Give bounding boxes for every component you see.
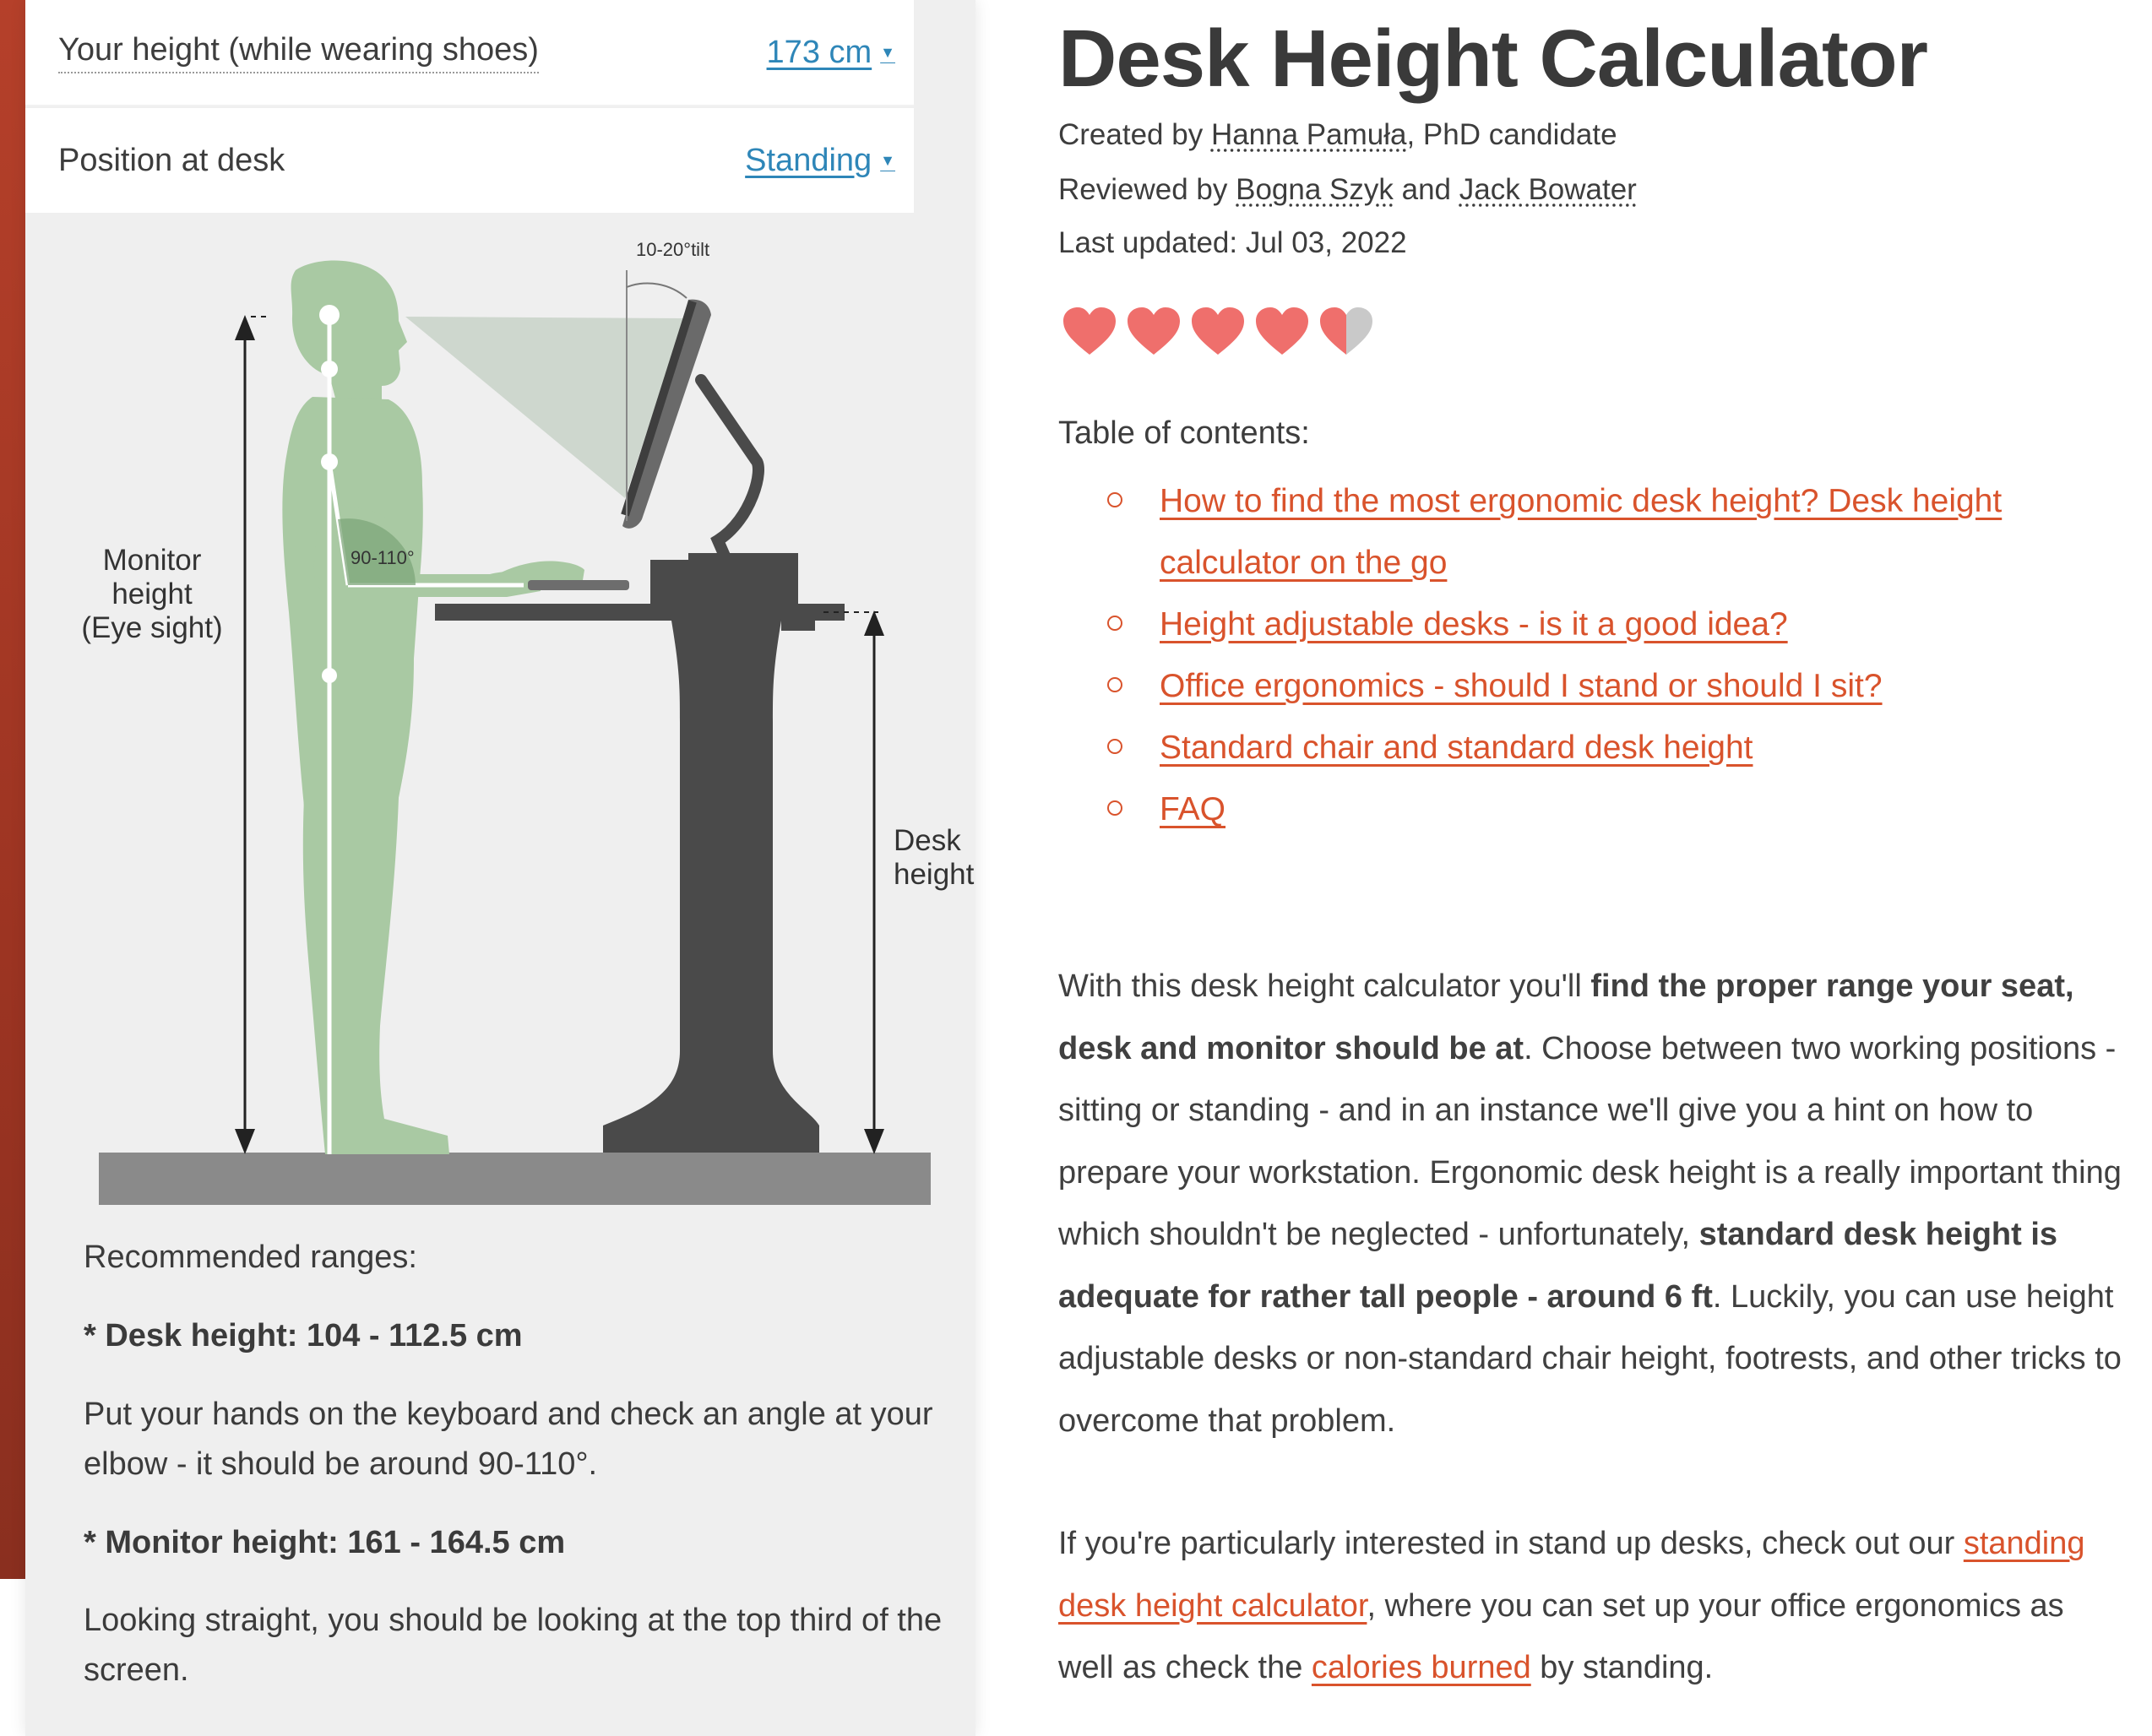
toc-title: Table of contents: (1058, 415, 1310, 451)
bullet-icon (1107, 492, 1122, 507)
chevron-down-icon[interactable]: ▼ (880, 151, 895, 169)
desk-height-label-line2: height (894, 858, 975, 891)
bullet-icon (1107, 677, 1122, 692)
desk-height-tip: Put your hands on the keyboard and check an angle at your elbow - it should be around 90-110°. (84, 1396, 933, 1482)
tilt-label: 10-20°tilt (636, 239, 710, 260)
bullet-icon (1107, 616, 1122, 631)
author-link[interactable]: Hanna Pamuła (1210, 118, 1407, 151)
intro-text: . Choose between two working positions - sitting or standing - and in an instance we'll give you a hint on how to prepare your workstation. Ergonomic desk height is a really important thing which shouldn't be neglected - unfortunately, (1058, 1030, 2122, 1252)
monitor-height-label-line2: height (111, 578, 193, 610)
standing-desk-calculator-link[interactable]: standing desk height calculator (1058, 1526, 2085, 1624)
intro-paragraph (1058, 956, 2122, 1452)
toc-link[interactable]: Height adjustable desks - is it a good idea? (1160, 606, 1788, 643)
heart-icon[interactable] (1126, 306, 1182, 358)
created-prefix: Created by (1058, 118, 1211, 151)
page-title: Desk Height Calculator (1058, 14, 1927, 104)
position-label: Position at desk (58, 142, 285, 178)
toc-item (1058, 778, 2097, 840)
desk-ergonomics-diagram (51, 215, 975, 1199)
last-updated: Last updated: Jul 03, 2022 (1058, 226, 1407, 259)
toc-item (1058, 470, 2097, 594)
results-section (84, 1233, 962, 1724)
bullet-icon (1107, 739, 1122, 754)
heart-icon[interactable] (1062, 306, 1117, 358)
reviewer-link[interactable]: Jack Bowater (1459, 173, 1637, 206)
intro-text: With this desk height calculator you'll (1058, 968, 1591, 1004)
rating-hearts[interactable] (1062, 306, 1374, 358)
bullet-icon (1107, 800, 1122, 816)
heart-icon[interactable] (1318, 306, 1374, 358)
toc-link[interactable]: Office ergonomics - should I stand or should I sit? (1160, 668, 1883, 704)
monitor-height-result: * Monitor height: 161 - 164.5 cm (84, 1524, 566, 1560)
toc-item (1058, 655, 2097, 717)
intro-text: . Luckily, you can use height adjustable desks or non-standard chair height, footrests, and other tricks to overcome that problem. (1058, 1278, 2122, 1439)
tilt-arc (627, 283, 687, 298)
intro-bold-text: standard desk height is adequate for rather tall people - around 6 ft (1058, 1217, 2058, 1315)
floor (99, 1153, 931, 1205)
monitor-height-label-line3: (Eye sight) (81, 611, 223, 644)
height-value[interactable]: 173 cm (766, 34, 872, 70)
height-label: Your height (while wearing shoes) (58, 32, 539, 73)
standing-desk-paragraph (1058, 1513, 2122, 1700)
position-select[interactable] (745, 143, 895, 179)
toc-item (1058, 594, 2097, 655)
chevron-down-icon[interactable]: ▼ (880, 43, 895, 61)
background-strip (0, 0, 29, 1579)
standing-desk (435, 560, 845, 1153)
calories-burned-link[interactable]: calories burned (1311, 1650, 1531, 1685)
paragraph-text: , where you can set up your office ergonomics as well as check the (1058, 1587, 2064, 1685)
paragraph-text: by standing. (1530, 1650, 1714, 1685)
toc-link[interactable]: FAQ (1160, 791, 1226, 827)
toc-link[interactable]: How to find the most ergonomic desk height? Desk height calculator on the go (1160, 483, 2003, 581)
heart-icon[interactable] (1190, 306, 1246, 358)
results-heading: Recommended ranges: (84, 1240, 417, 1275)
reviewed-prefix: Reviewed by (1058, 173, 1236, 206)
toc-item (1058, 717, 2097, 778)
intro-bold-text: find the proper range your seat, desk and monitor should be at (1058, 968, 2074, 1066)
height-unit-select[interactable] (767, 35, 895, 71)
height-field-row (25, 0, 914, 106)
table-of-contents (1058, 470, 2097, 840)
heart-icon[interactable] (1254, 306, 1310, 358)
monitor-height-tip: Looking straight, you should be looking at the top third of the screen. (84, 1603, 943, 1689)
desk-height-arrow (823, 610, 884, 1154)
reviewer-link[interactable]: Bogna Szyk (1236, 173, 1394, 206)
paragraph-text: If you're particularly interested in stand up desks, check out our (1058, 1526, 1964, 1561)
monitor-height-label-line1: Monitor (102, 544, 202, 577)
reviewed-and: and (1393, 173, 1459, 206)
toc-link[interactable]: Standard chair and standard desk height (1160, 730, 1753, 766)
author-line (1058, 118, 1617, 152)
calculator-panel (25, 0, 975, 1736)
elbow-angle-label: 90-110° (351, 547, 415, 568)
desk-height-label-line1: Desk (894, 824, 961, 857)
position-field-row (25, 108, 914, 213)
monitor-height-arrow (235, 315, 270, 1154)
position-value[interactable]: Standing (745, 142, 872, 178)
created-suffix: , PhD candidate (1406, 118, 1617, 151)
reviewers-line (1058, 173, 1637, 207)
desk-height-result: * Desk height: 104 - 112.5 cm (84, 1317, 523, 1354)
